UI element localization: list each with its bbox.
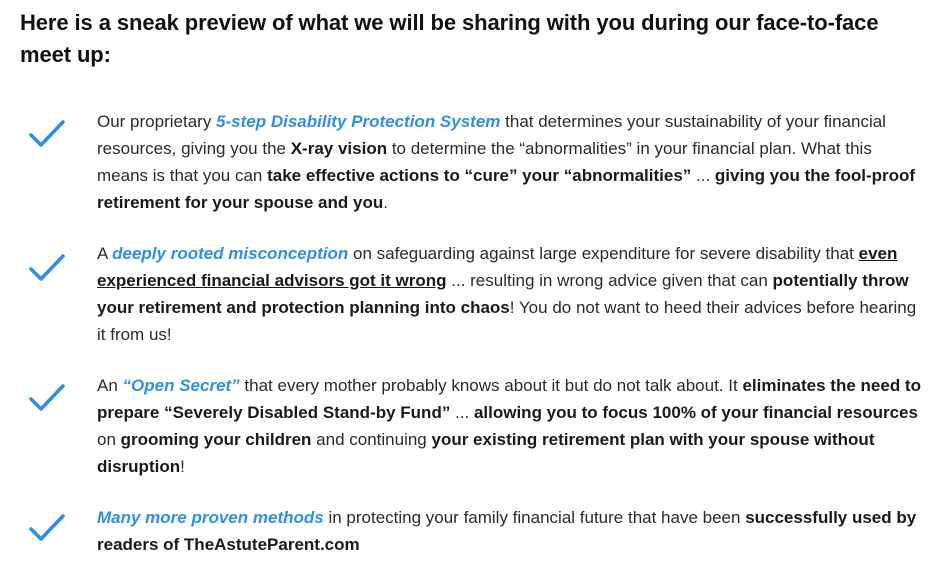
checkmark-icon — [28, 252, 66, 284]
highlight-link: “Open Secret” — [122, 376, 240, 395]
checkmark-icon — [28, 382, 66, 414]
item-text: Our proprietary 5-step Disability Protection System that determines your sustainability of your financial resources, giving you the X-ray vision to determine the “abnormalities” in your financial plan. What this means is that you can take effective actions to “cure” your “abnormalities” ... giving you the fool-proof retirement for your spouse and you. — [97, 112, 916, 212]
highlight-link: deeply rooted misconception — [112, 244, 349, 263]
highlight-link: Many more proven methods — [97, 508, 324, 527]
checkmark-icon — [28, 118, 66, 150]
item-text: A deeply rooted misconception on safeguarding against large expenditure for severe disability that even experienced financial advisors got it wrong ... resulting in wrong advice given that can potentially throw your retirement and protection planning into chaos! You do not want to heed their advices before hearing it from us! — [97, 244, 917, 344]
highlight-link: 5-step Disability Protection System — [216, 112, 501, 131]
item-text: Many more proven methods in protecting your family financial future that have been successfully used by readers of TheAstuteParent.com — [97, 508, 917, 554]
checkmark-icon — [28, 512, 66, 544]
page-heading: Here is a sneak preview of what we will be sharing with you during our face-to-face meet up: — [20, 10, 879, 67]
item-text: An “Open Secret” that every mother probably knows about it but do not talk about. It eliminates the need to prepare “Severely Disabled Stand-by Fund” ... allowing you to focus 100% of your financial resources on grooming your children and continuing your existing retirement plan with your spouse without disruption! — [97, 376, 921, 476]
